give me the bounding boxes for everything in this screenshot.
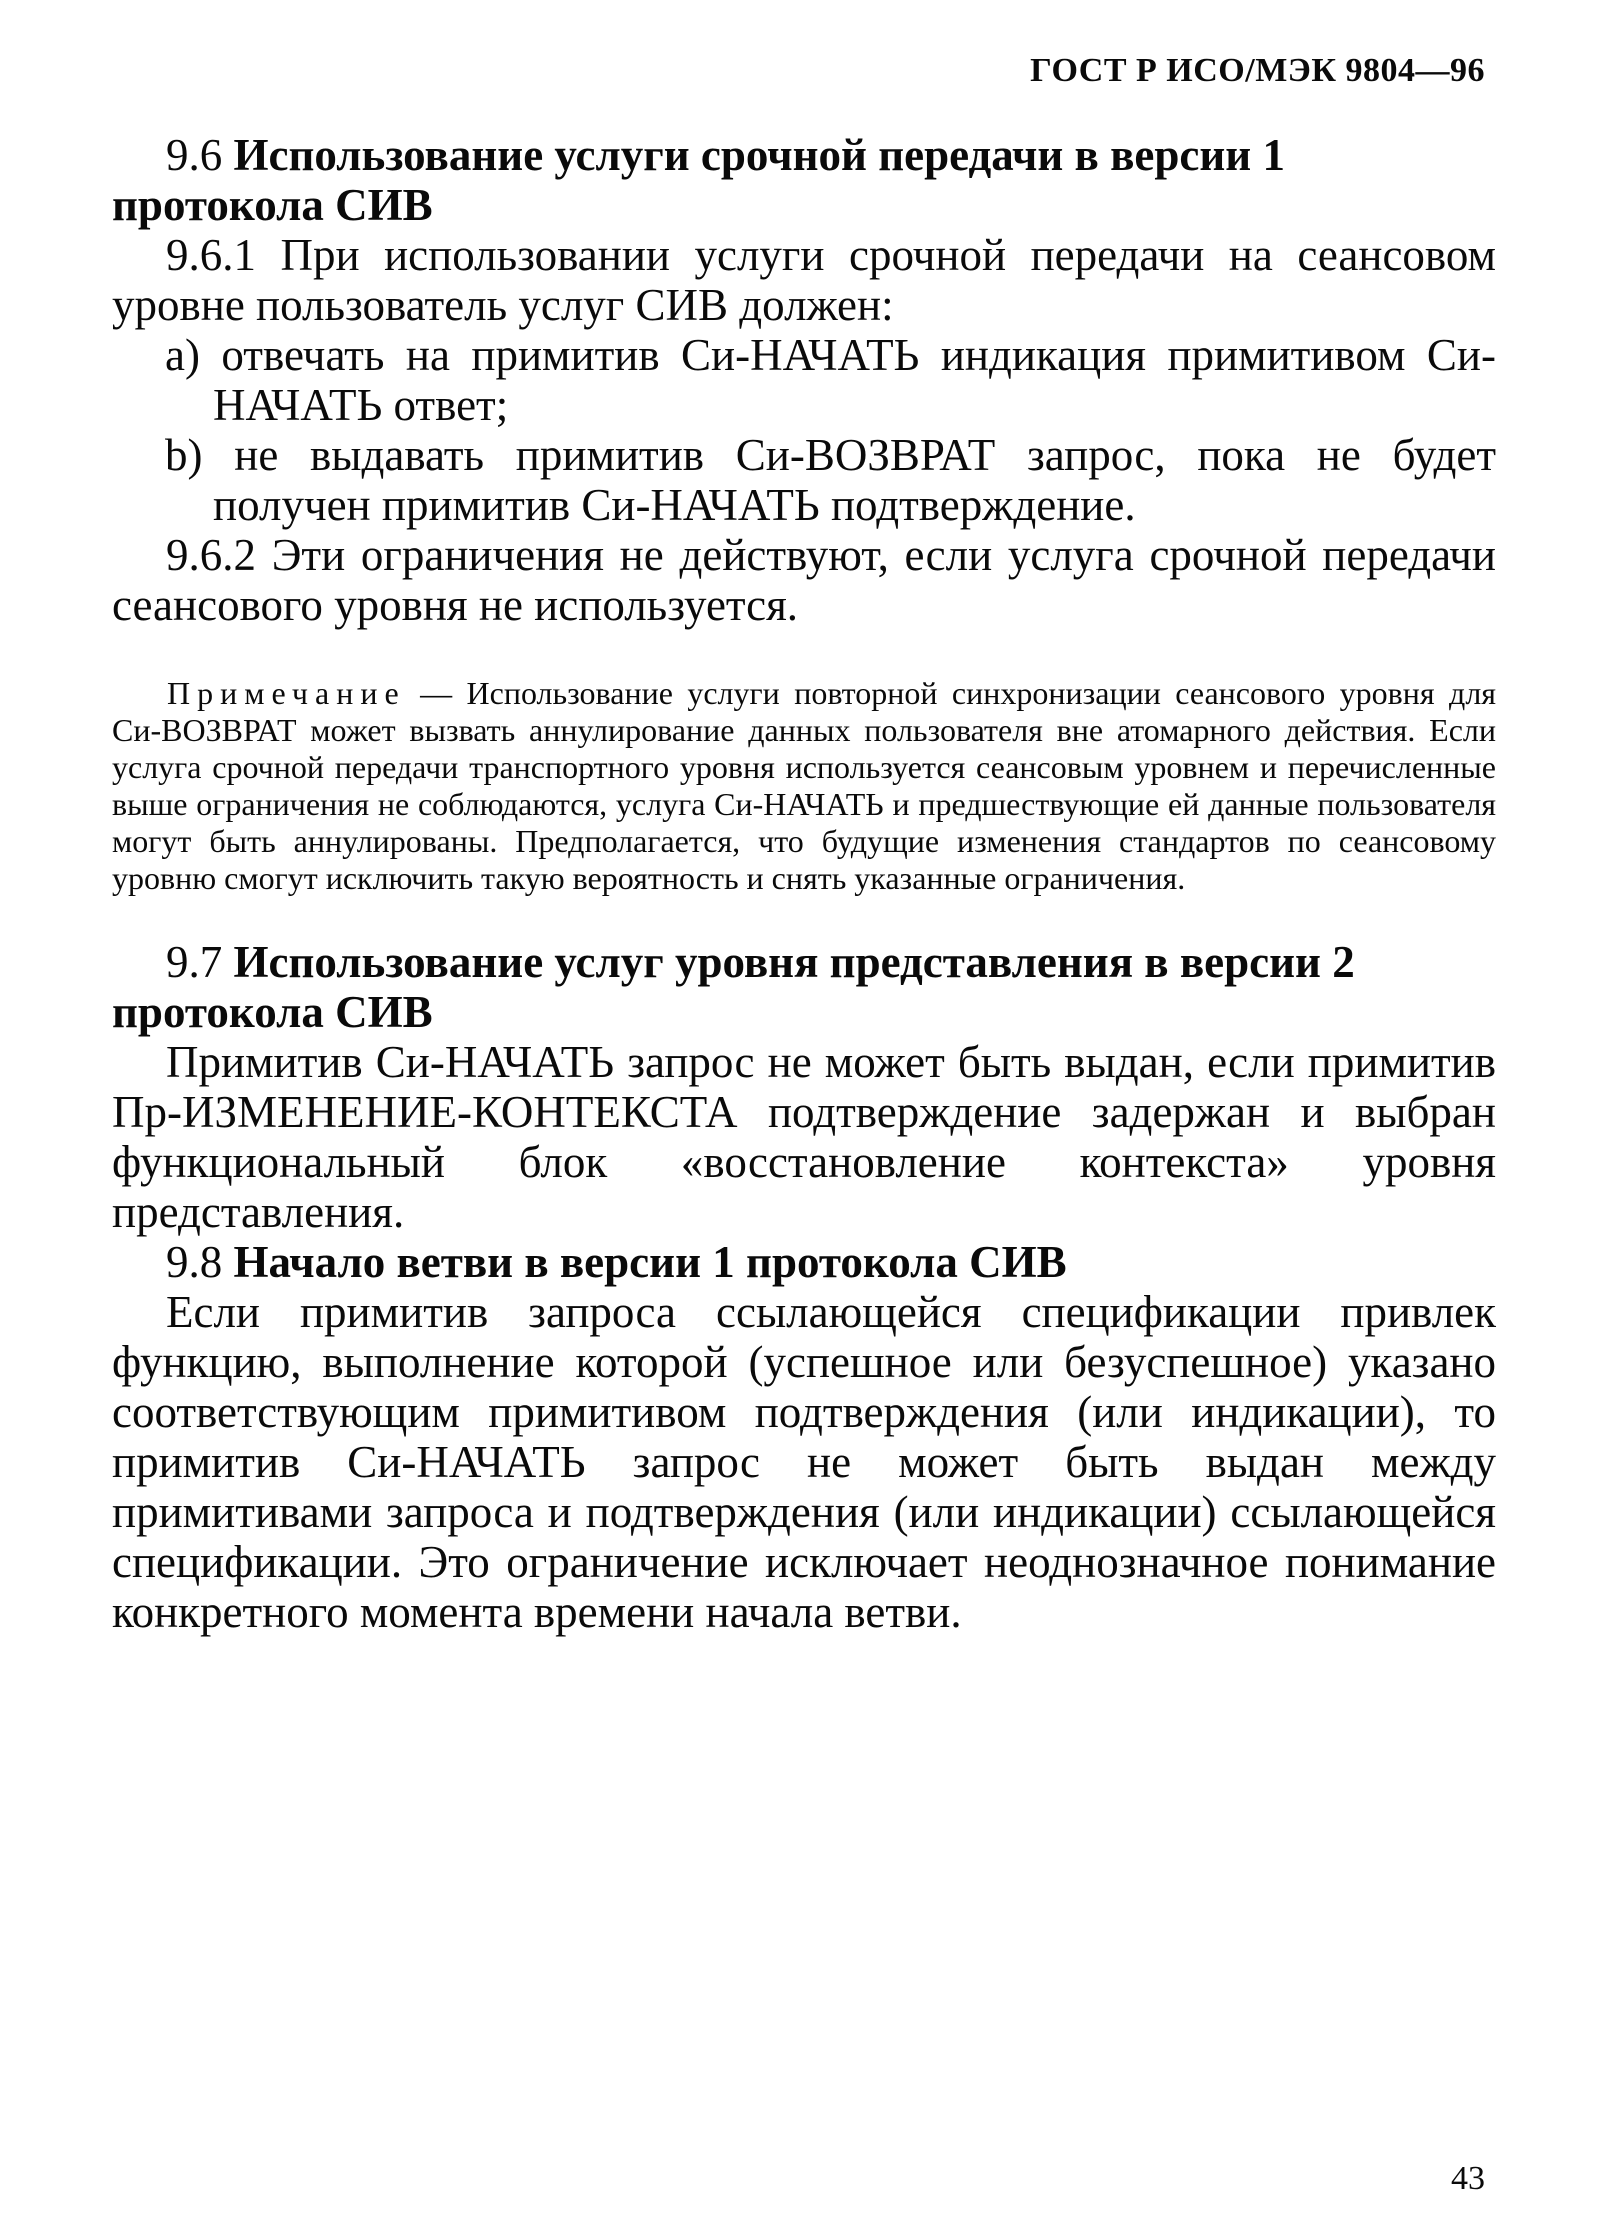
note-text: — Использование услуги повторной синхронизации сеансового уровня для Си-ВОЗВРАТ может вызвать аннулирование данных пользователя вне атомарного действия. Если услуга срочной передачи транспортного уровня используется сеансовым уровнем и перечисленные выше ограничения не соблюдаются, услуга Си-НАЧАТЬ и предшествующие ей данные пользователя могут быть аннулированы. Предполагается, что будущие изменения стандартов по сеансовому уровню смогут исключить такую вероятность и снять указанные ограничения.	[112, 675, 1496, 896]
note-paragraph	[112, 675, 1496, 897]
paragraph-9-6-1: 9.6.1 При использовании услуги срочной передачи на сеансовом уровне пользователь услуг СИВ должен:	[112, 230, 1496, 330]
section-number: 9.6	[166, 130, 223, 180]
list-item-a: a) отвечать на примитив Си-НАЧАТЬ индикация примитивом Си-НАЧАТЬ ответ;	[165, 330, 1496, 430]
section-9-6-heading	[112, 130, 1496, 230]
document-header: ГОСТ Р ИСО/МЭК 9804—96	[1030, 52, 1485, 89]
section-title: Использование услуги срочной передачи в версии 1 протокола СИВ	[112, 130, 1285, 230]
section-9-8-heading	[112, 1237, 1496, 1287]
note-label: Примечание	[167, 675, 406, 711]
page-number: 43	[1451, 2160, 1485, 2197]
section-9-7-heading	[112, 937, 1496, 1037]
list-item-b: b) не выдавать примитив Си-ВОЗВРАТ запрос, пока не будет получен примитив Си-НАЧАТЬ подтверждение.	[165, 430, 1496, 530]
section-title: Использование услуг уровня представления в версии 2 протокола СИВ	[112, 937, 1355, 1037]
section-number: 9.7	[166, 937, 223, 987]
page-content	[112, 130, 1496, 1637]
paragraph-9-7: Примитив Си-НАЧАТЬ запрос не может быть выдан, если примитив Пр-ИЗМЕНЕНИЕ-КОНТЕКСТА подтверждение задержан и выбран функциональный блок «восстановление контекста» уровня представления.	[112, 1037, 1496, 1237]
section-title: Начало ветви в версии 1 протокола СИВ	[233, 1237, 1067, 1287]
paragraph-9-6-2: 9.6.2 Эти ограничения не действуют, если услуга срочной передачи сеансового уровня не используется.	[112, 530, 1496, 630]
section-number: 9.8	[166, 1237, 223, 1287]
paragraph-9-8: Если примитив запроса ссылающейся спецификации привлек функцию, выполнение которой (успешное или безуспешное) указано соответствующим примитивом подтверждения (или индикации), то примитив Си-НАЧАТЬ запрос не может быть выдан между примитивами запроса и подтверждения (или индикации) ссылающейся спецификации. Это ограничение исключает неоднозначное понимание конкретного момента времени начала ветви.	[112, 1287, 1496, 1637]
